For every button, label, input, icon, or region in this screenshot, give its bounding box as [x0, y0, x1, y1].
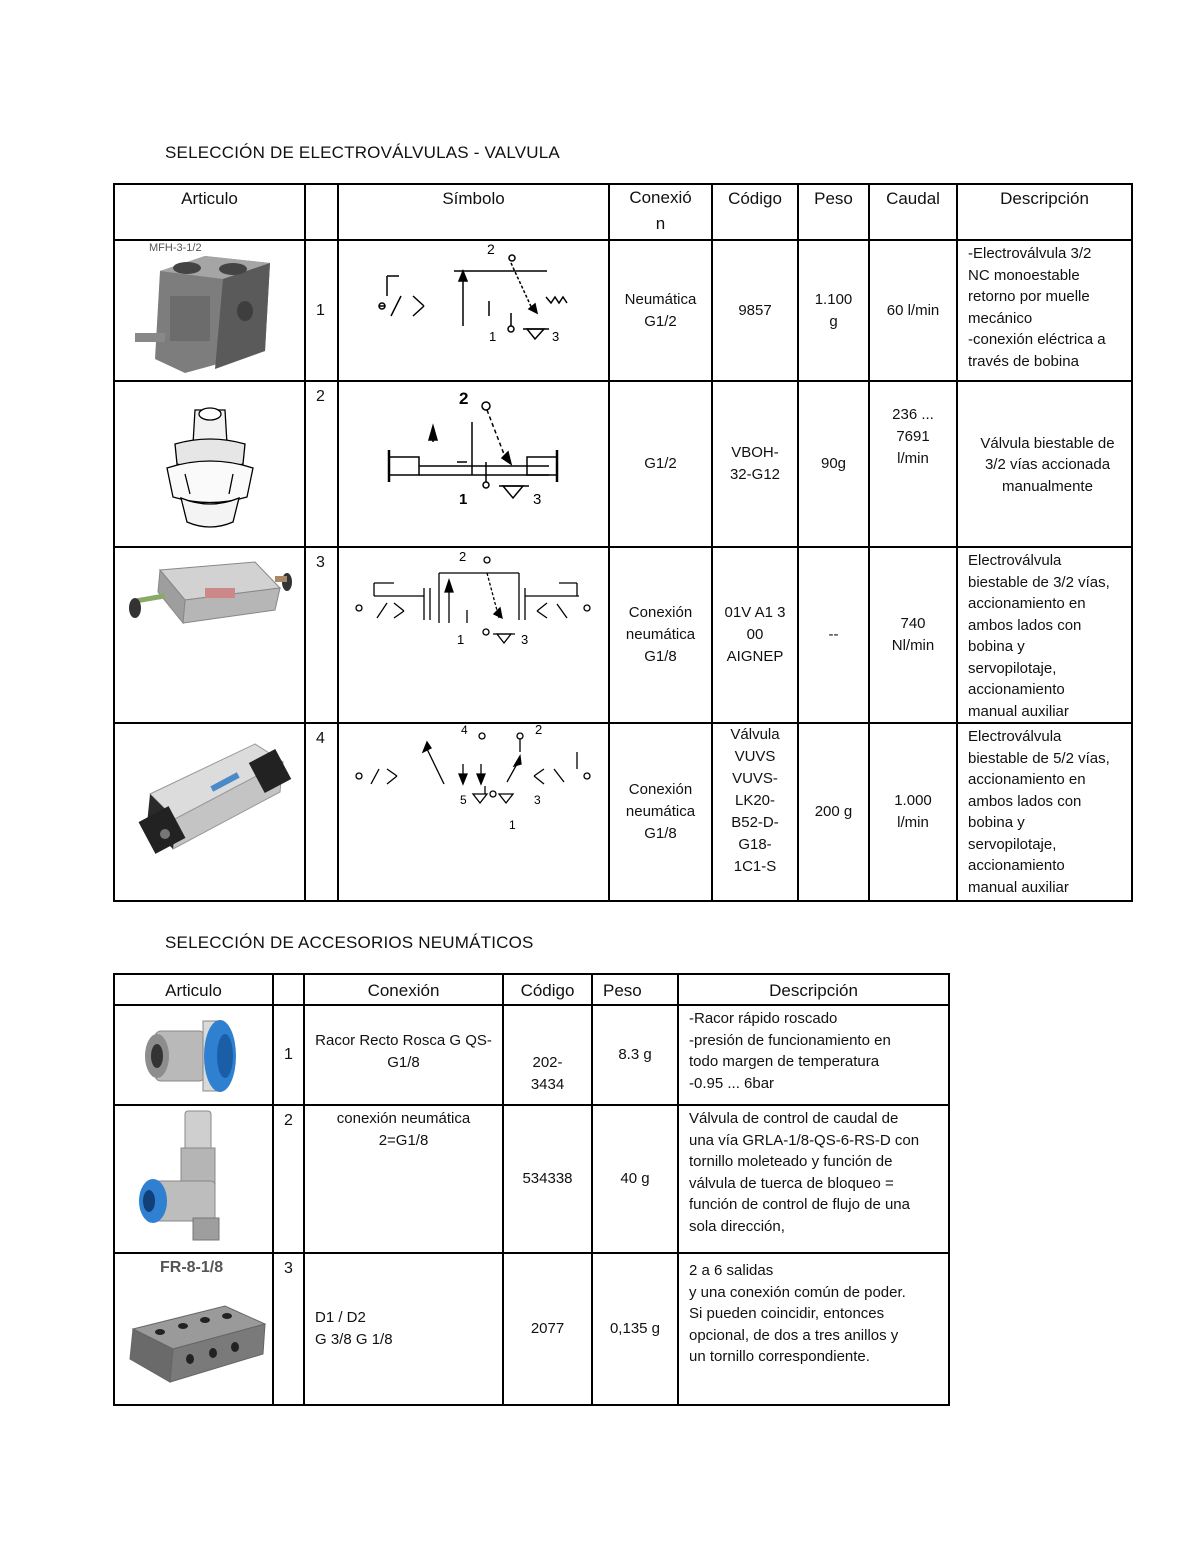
symbol-port-5: 5 — [460, 793, 467, 807]
header-codigo: Código — [712, 184, 798, 240]
row-number: 3 — [305, 547, 338, 723]
symbol-port-3: 3 — [552, 329, 560, 344]
peso-cell: 1.100 g — [798, 240, 869, 381]
section-title-accesorios: SELECCIÓN DE ACCESORIOS NEUMÁTICOS — [165, 933, 534, 952]
row-number: 3 — [273, 1253, 304, 1405]
codigo-cell: 2077 — [503, 1253, 592, 1405]
product-image-fr — [114, 1253, 273, 1405]
symbol-cell — [338, 547, 609, 723]
section-title-electrovalvulas: SELECCIÓN DE ELECTROVÁLVULAS - VALVULA — [165, 143, 560, 162]
symbol-port-2: 2 — [459, 549, 467, 564]
row-number: 4 — [305, 723, 338, 901]
product-image-vboh — [114, 381, 305, 547]
symbol-port-2: 2 — [535, 724, 543, 737]
codigo-cell: 534338 — [503, 1105, 592, 1253]
header-conexion: Conexión — [304, 974, 503, 1005]
table-row — [114, 1105, 949, 1253]
header-codigo: Código — [503, 974, 592, 1005]
header-articulo: Articulo — [114, 974, 273, 1005]
peso-cell: 8.3 g — [592, 1005, 678, 1105]
symbol-port-3: 3 — [534, 793, 541, 807]
codigo-cell: Válvula VUVS VUVS- LK20- B52-D- G18- 1C1-S — [712, 723, 798, 901]
symbol-port-1: 1 — [459, 491, 468, 508]
product-image-vuvs — [114, 723, 305, 901]
caudal-cell: 236 ... 7691 l/min — [869, 381, 957, 547]
header-conexion: Conexió n — [609, 184, 712, 240]
table-header-row — [114, 974, 949, 1005]
product-image-grla — [114, 1105, 273, 1253]
product-image-mfh — [114, 240, 305, 381]
accesorios-table — [113, 973, 950, 1406]
row-number: 1 — [305, 240, 338, 381]
caudal-cell: 60 l/min — [869, 240, 957, 381]
conexion-cell: Conexión neumática G1/8 — [609, 547, 712, 723]
caudal-cell: 1.000 l/min — [869, 723, 957, 901]
header-descripcion: Descripción — [957, 184, 1132, 240]
conexion-cell: G1/2 — [609, 381, 712, 547]
descripcion-cell: -Racor rápido roscado -presión de funcionamiento en todo margen de temperatura -0.95 ... 6bar — [678, 1005, 949, 1105]
table-row — [114, 723, 1132, 901]
table-row — [114, 240, 1132, 381]
caudal-cell: 740 Nl/min — [869, 547, 957, 723]
symbol-port-4: 4 — [461, 724, 468, 737]
header-peso: Peso — [592, 974, 678, 1005]
row-number: 2 — [305, 381, 338, 547]
symbol-port-1: 1 — [457, 632, 465, 647]
table-row — [114, 381, 1132, 547]
codigo-cell: VBOH- 32-G12 — [712, 381, 798, 547]
header-articulo: Articulo — [114, 184, 305, 240]
header-peso: Peso — [798, 184, 869, 240]
conexion-cell: Conexión neumática G1/8 — [609, 723, 712, 901]
descripcion-cell: Válvula de control de caudal de una vía GRLA-1/8-QS-6-RS-D con tornillo moleteado y función de válvula de tuerca de bloqueo = función de control de flujo de una sola dirección, — [678, 1105, 949, 1253]
header-num — [273, 974, 304, 1005]
conexion-cell: conexión neumática 2=G1/8 — [304, 1105, 503, 1253]
image-label: MFH-3-1/2 — [149, 242, 202, 254]
symbol-cell — [338, 240, 609, 381]
descripcion-cell: Electroválvula biestable de 3/2 vías, accionamiento en ambos lados con bobina y servopilotaje, accionamiento manual auxiliar — [957, 547, 1132, 723]
header-simbolo: Símbolo — [338, 184, 609, 240]
conexion-cell: Racor Recto Rosca G QS- G1/8 — [304, 1005, 503, 1105]
symbol-port-3: 3 — [521, 632, 529, 647]
symbol-port-2: 2 — [487, 241, 495, 257]
table-row — [114, 1005, 949, 1105]
descripcion-cell: Electroválvula biestable de 5/2 vías, accionamiento en ambos lados con bobina y servopilotaje, accionamiento manual auxiliar — [957, 723, 1132, 901]
peso-cell: 200 g — [798, 723, 869, 901]
table-row — [114, 547, 1132, 723]
peso-cell: 40 g — [592, 1105, 678, 1253]
electrovalvulas-table — [113, 183, 1133, 902]
symbol-port-3: 3 — [533, 491, 542, 508]
row-number: 1 — [273, 1005, 304, 1105]
header-num — [305, 184, 338, 240]
peso-cell: 0,135 g — [592, 1253, 678, 1405]
conexion-cell: D1 / D2 G 3/8 G 1/8 — [304, 1253, 503, 1405]
table-row — [114, 1253, 949, 1405]
product-image-aignep — [114, 547, 305, 723]
symbol-port-1: 1 — [489, 329, 497, 344]
conexion-cell: Neumática G1/2 — [609, 240, 712, 381]
descripcion-cell: 2 a 6 salidas y una conexión común de poder. Si pueden coincidir, entonces opcional, de dos a tres anillos y un tornillo correspondiente. — [678, 1253, 949, 1405]
codigo-cell: 01V A1 3 00 AIGNEP — [712, 547, 798, 723]
peso-cell: 90g — [798, 381, 869, 547]
header-caudal: Caudal — [869, 184, 957, 240]
image-label: FR-8-1/8 — [160, 1259, 224, 1276]
codigo-cell: 202- 3434 — [503, 1005, 592, 1105]
product-image-racor — [114, 1005, 273, 1105]
symbol-cell — [338, 381, 609, 547]
descripcion-cell: Válvula biestable de 3/2 vías accionada manualmente — [957, 381, 1132, 547]
row-number: 2 — [273, 1105, 304, 1253]
codigo-cell: 9857 — [712, 240, 798, 381]
peso-cell: -- — [798, 547, 869, 723]
header-descripcion: Descripción — [678, 974, 949, 1005]
table-header-row — [114, 184, 1132, 240]
symbol-cell — [338, 723, 609, 901]
descripcion-cell: -Electroválvula 3/2 NC monoestable retorno por muelle mecánico -conexión eléctrica a través de bobina — [957, 240, 1132, 381]
symbol-port-1: 1 — [509, 818, 516, 832]
symbol-port-2: 2 — [459, 389, 469, 408]
